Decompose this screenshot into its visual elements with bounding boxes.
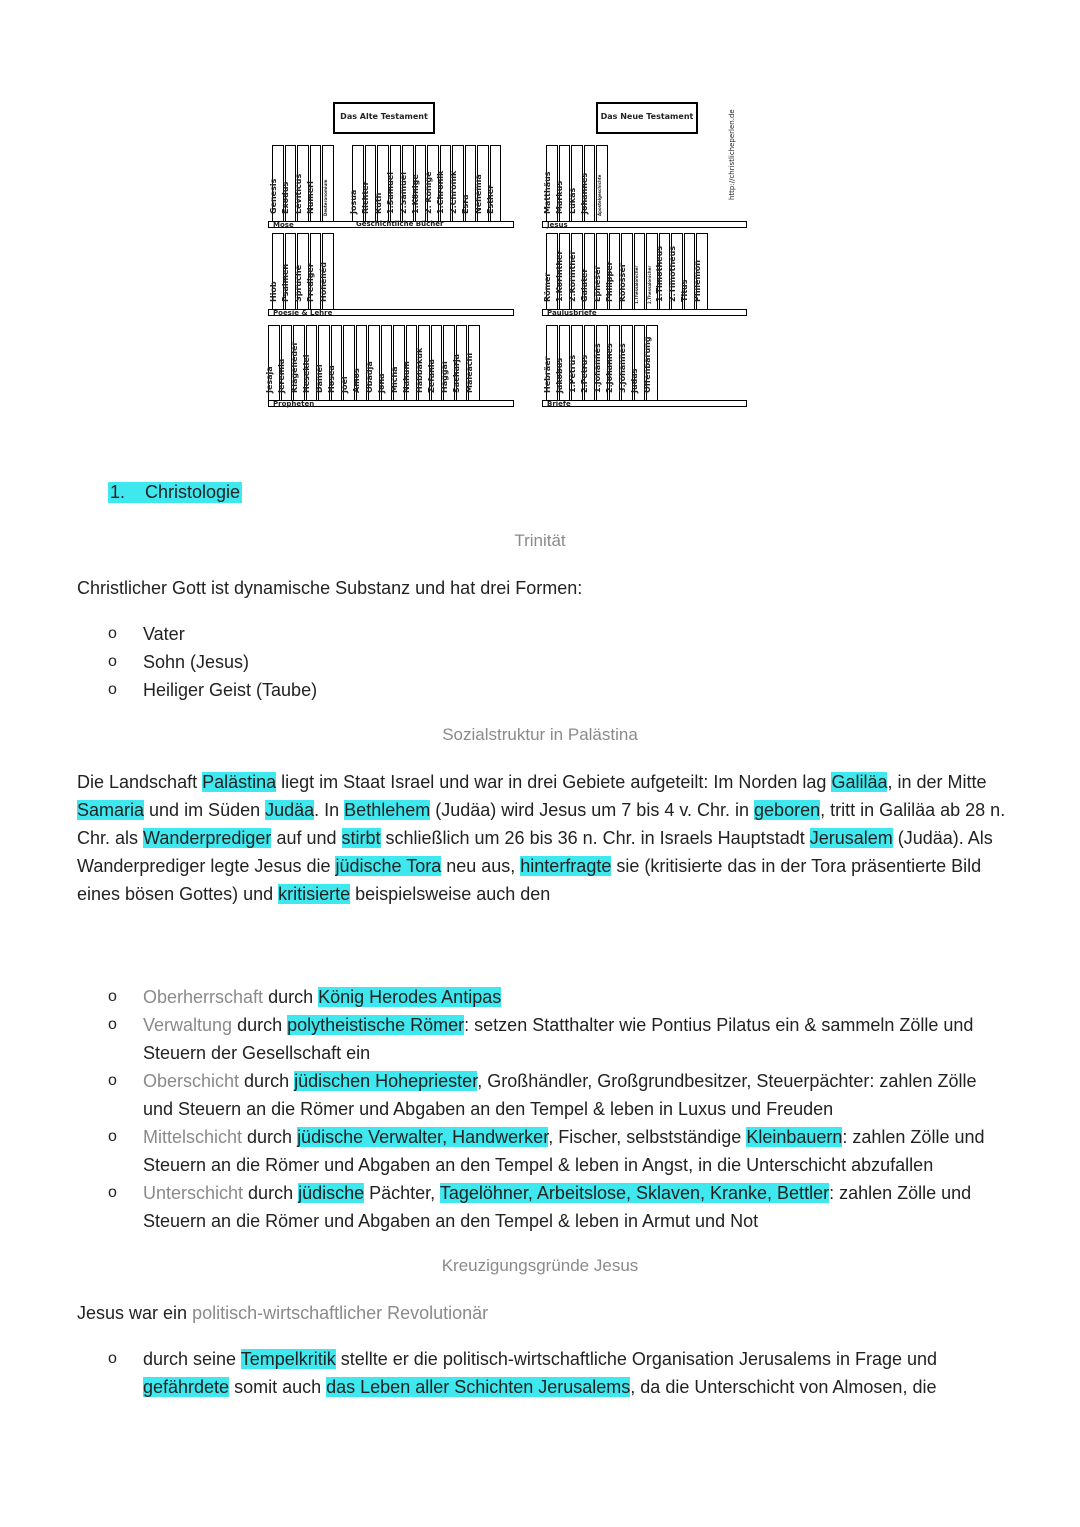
book-spine: Nahum (406, 325, 418, 400)
book-spine: Numeri (310, 145, 322, 221)
book-spine: Titus (684, 233, 696, 309)
nt-shelf-row-1 (542, 233, 709, 309)
book-spine: Richter (365, 145, 377, 221)
book-spine: 2.Thessalonicher (646, 233, 658, 309)
book-spine: 2.Korinther (571, 233, 583, 309)
nt-shelf-board-1: Paulusbriefe (542, 309, 747, 316)
book-spine: 2. Könige (427, 145, 439, 221)
book-spine: Esra (465, 145, 477, 221)
book-spine: Haggai (443, 325, 455, 400)
section-title: Christologie (145, 482, 241, 502)
nt-shelf-board-0: Jesus (542, 221, 747, 228)
crucifixion-intro: Jesus war ein politisch-wirtschaftlicher Revolutionär (77, 1303, 489, 1323)
book-spine: Exodus (285, 145, 297, 221)
book-spine: 1.Johannes (596, 325, 608, 400)
book-spine: Matthäus (546, 145, 558, 221)
book-spine: Galater (584, 233, 596, 309)
book-spine: Markus (559, 145, 571, 221)
book-spine: Offenbarung (646, 325, 658, 400)
book-spine: 1.Chronik (440, 145, 452, 221)
board-label: Geschichtliche Bücher (356, 220, 444, 228)
bible-bookshelf-figure (0, 0, 1080, 470)
book-spine: 1.Korinther (559, 233, 571, 309)
book-spine: Hosea (331, 325, 343, 400)
trinity-list (108, 620, 317, 704)
book-spine: 2.Timotheus (671, 233, 683, 309)
list-item: o Sohn (Jesus) (108, 652, 250, 672)
section-number: 1. (110, 482, 126, 502)
book-spine: Hoheliéd (322, 233, 334, 309)
book-spine: Philemon (696, 233, 708, 309)
book-spine: Philipper (609, 233, 621, 309)
credit-url: http://christlicheperlen.de (728, 109, 736, 200)
ot-shelf-board-3: Propheten (268, 400, 514, 407)
section-heading (108, 482, 242, 503)
crucifixion-heading: Kreuzigungsgründe Jesus (441, 1256, 639, 1275)
book-spine: Micha (393, 325, 405, 400)
book-spine: Johannes (584, 145, 596, 221)
book-spine: Hebräer (546, 325, 558, 400)
book-spine: Klagelieder (293, 325, 305, 400)
book-spine: Lukas (571, 145, 583, 221)
book-spine: Obadja (368, 325, 380, 400)
book-spine: 2.Samuel (402, 145, 414, 221)
nt-shelf-row-2 (542, 325, 659, 400)
book-spine: 1.Thessalonicher (634, 233, 646, 309)
ot-shelf-row-1 (348, 145, 502, 221)
ot-shelf-row-3 (264, 325, 481, 400)
list-item: o Mittelschicht durch jüdische Verwalter, Handwerker, Fischer, selbstständige Kleinbauern: zahlen Zölle und Steuern an die Römer und Abgaben an den Tempel & leben in Angst, in die Unterschicht abzufallen (108, 1127, 985, 1175)
book-spine: Maleachi (468, 325, 480, 400)
book-spine: Nehemia (477, 145, 489, 221)
book-spine: Hiob (272, 233, 284, 309)
book-spine: Jakobus (559, 325, 571, 400)
book-spine: Josua (352, 145, 364, 221)
list-item: o Verwaltung durch polytheistische Römer: setzen Statthalter wie Pontius Pilatus ein & sammeln Zölle und Steuern der Gesellschaft ein (108, 1015, 974, 1063)
ot-shelf-board-2: Poesie & Lehre (268, 309, 514, 316)
ot-title-box: Das Alte Testament (333, 102, 435, 134)
book-spine: 2.Johannes (609, 325, 621, 400)
book-spine: 1.Könige (415, 145, 427, 221)
book-spine: 1.Timotheus (659, 233, 671, 309)
book-spine: Joel (343, 325, 355, 400)
book-spine: 2.Chronik (452, 145, 464, 221)
book-spine: Habbakuk (418, 325, 430, 400)
book-spine: Leviticus (297, 145, 309, 221)
nt-shelf-board-2: Briefe (542, 400, 747, 407)
book-spine: Apostelgeschichte (596, 145, 608, 221)
book-spine: 3.Johannes (621, 325, 633, 400)
list-item: o Vater (108, 624, 185, 644)
list-item: o Oberschicht durch jüdischen Hohepriester, Großhändler, Großgrundbesitzer, Steuerpächter: zahlen Zölle und Steuern an die Römer und Abgaben an den Tempel & leben in Luxus und Freuden (108, 1071, 977, 1119)
book-spine: Hesekiel (306, 325, 318, 400)
book-spine: Ruth (377, 145, 389, 221)
trinity-heading: Trinität (514, 531, 566, 550)
list-item: o Oberherrschaft durch König Herodes Antipas (108, 987, 502, 1007)
nt-shelf-row-0 (542, 145, 609, 221)
list-item: o durch seine Tempelkritik stellte er die politisch-wirtschaftliche Organisation Jerusalems in Frage und gefährdete somit auch das Leben aller Schichten Jerusalems, da die Unterschicht von Almosen, die (108, 1349, 938, 1397)
book-spine: Judas (634, 325, 646, 400)
ot-shelf-board-0: Mose (268, 221, 514, 228)
crucifixion-list (108, 1345, 1008, 1401)
book-spine: Sprüche (297, 233, 309, 309)
book-spine: Jeremia (281, 325, 293, 400)
book-spine: Amos (356, 325, 368, 400)
book-spine: Sacharja (456, 325, 468, 400)
book-spine: Daniel (318, 325, 330, 400)
ot-shelf-row-0 (268, 145, 335, 221)
book-spine: Epheser (596, 233, 608, 309)
social-paragraph: Die Landschaft Palästina liegt im Staat Israel und war in drei Gebiete aufgeteilt: Im Norden lag Galiläa, in der Mitte Samaria und im Süden Judäa. In Bethlehem (Judäa) wird Jesus um 7 bis 4 v. Chr. in geboren, tritt in Galiläa ab 28 n. Chr. als Wanderprediger auf und stirbt schließlich um 26 bis 36 n. Chr. in Israels Hauptstadt Jerusalem (Judäa). Als Wanderprediger legte Jesus die jüdische Tora neu aus, hinterfragte sie (kritisierte das in der Tora präsentierte Bild eines bösen Gottes) und kritisierte beispielsweise auch den (77, 772, 1006, 904)
book-spine: Römer (546, 233, 558, 309)
book-spine: Prediger (310, 233, 322, 309)
social-heading: Sozialstruktur in Palästina (442, 725, 638, 744)
book-spine: Kolosser (621, 233, 633, 309)
book-spine: Deuteronomium (322, 145, 334, 221)
book-spine: Psalmen (285, 233, 297, 309)
nt-title-box: Das Neue Testament (596, 102, 698, 134)
book-spine: Esther (490, 145, 502, 221)
list-item: o Unterschicht durch jüdische Pächter, Tagelöhner, Arbeitslose, Sklaven, Kranke, Bettler: zahlen Zölle und Steuern an die Römer und Abgaben an den Tempel & leben in Armut und Not (108, 1183, 972, 1231)
book-spine: Jesaja (268, 325, 280, 400)
book-spine: 1.Samuel (390, 145, 402, 221)
trinity-intro: Christlicher Gott ist dynamische Substanz und hat drei Formen: (77, 578, 583, 598)
ot-shelf-row-2 (268, 233, 335, 309)
book-spine: Jona (381, 325, 393, 400)
book-spine: Zefania (431, 325, 443, 400)
list-item: o Heiliger Geist (Taube) (108, 680, 318, 700)
social-structure-list (108, 983, 1008, 1235)
book-spine: Genesis (272, 145, 284, 221)
book-spine: 2.Petrus (584, 325, 596, 400)
book-spine: 1.Petrus (571, 325, 583, 400)
